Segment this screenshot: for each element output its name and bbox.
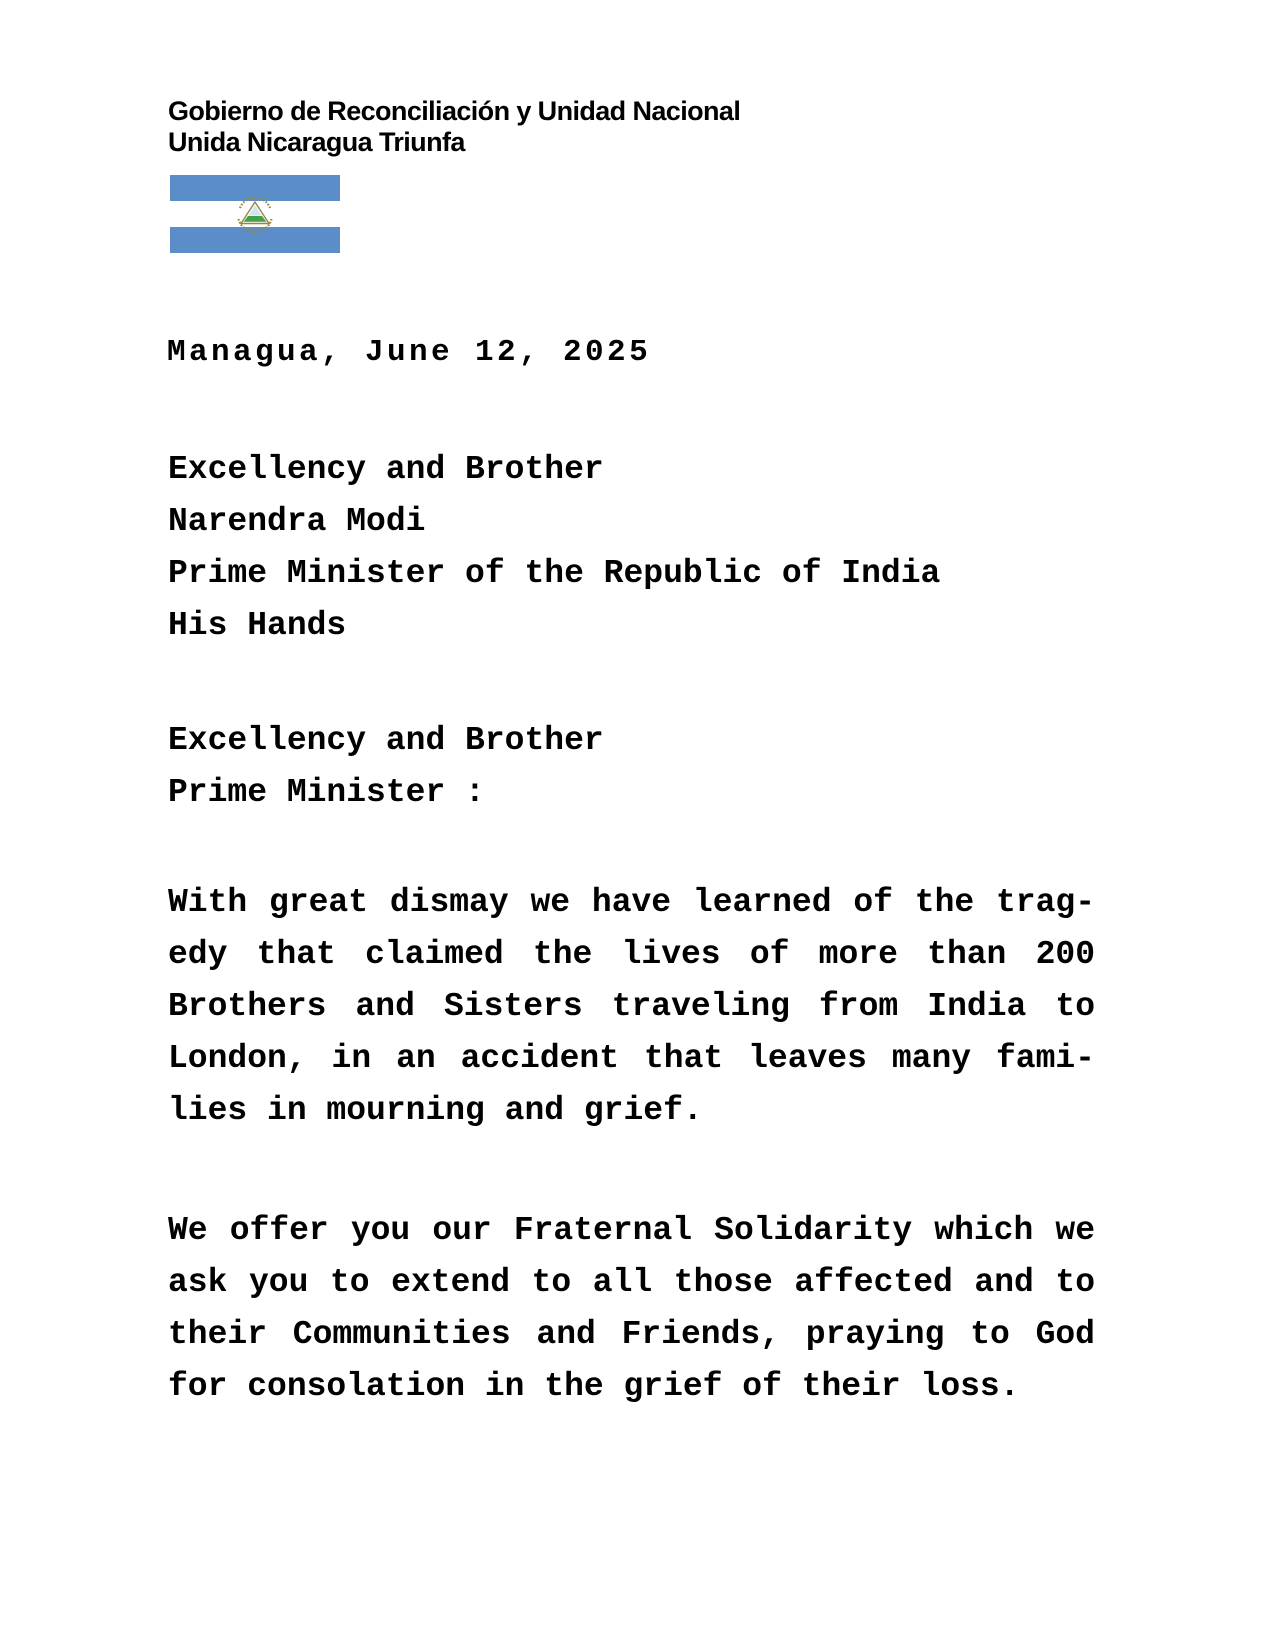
nicaragua-flag-icon — [170, 175, 340, 253]
body-paragraph-2 — [168, 1205, 1095, 1413]
header-line-1: Gobierno de Reconciliación y Unidad Nacional — [168, 96, 741, 126]
salutation-line: Excellency and Brother — [168, 722, 604, 759]
salutation-block — [168, 715, 604, 819]
body-line: With great dismay we have learned of the trag- — [168, 884, 1095, 921]
salutation-line: Prime Minister : — [168, 774, 485, 811]
body-line: ask you to extend to all those affected and to — [168, 1264, 1095, 1301]
date-line: Managua, June 12, 2025 — [167, 335, 652, 370]
body-line: edy that claimed the lives of more than 200 — [168, 936, 1095, 973]
address-line: Narendra Modi — [168, 503, 426, 540]
address-line: Excellency and Brother — [168, 451, 604, 488]
body-line: for consolation in the grief of their loss. — [168, 1368, 1020, 1405]
body-line: Brothers and Sisters traveling from India to — [168, 988, 1095, 1025]
header-line-2: Unida Nicaragua Triunfa — [168, 127, 465, 157]
address-block — [168, 444, 940, 652]
address-line: Prime Minister of the Republic of India — [168, 555, 941, 592]
body-paragraph-1 — [168, 877, 1095, 1137]
address-line: His Hands — [168, 607, 347, 644]
nicaragua-flag-graphic — [170, 175, 340, 253]
body-line: We offer you our Fraternal Solidarity which we — [168, 1212, 1095, 1249]
body-line: their Communities and Friends, praying to God — [168, 1316, 1095, 1353]
body-line: London, in an accident that leaves many fami- — [168, 1040, 1095, 1077]
body-line: lies in mourning and grief. — [168, 1092, 703, 1129]
letter-header — [168, 96, 740, 158]
